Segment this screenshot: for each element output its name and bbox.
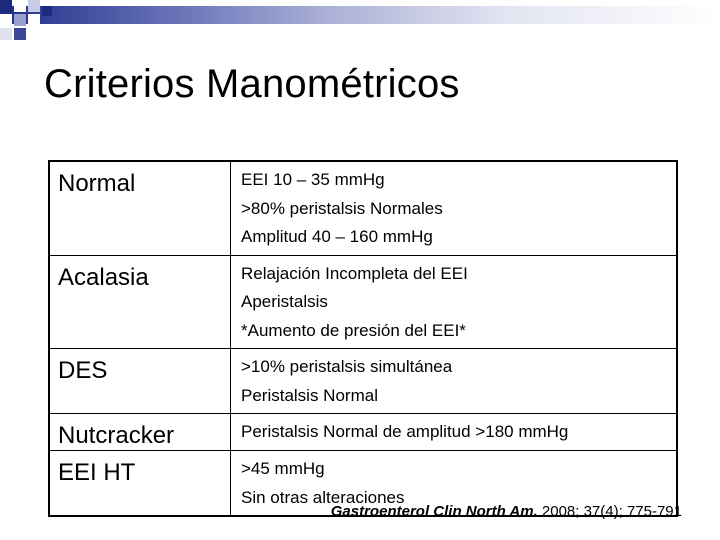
- detail-line: >10% peristalsis simultánea: [241, 357, 453, 376]
- header-gradient-bar: [0, 6, 720, 24]
- citation-journal: Gastroenterol Clin North Am.: [330, 503, 538, 520]
- criteria-table: [48, 160, 678, 517]
- decor-square: [0, 0, 12, 12]
- decor-square: [28, 0, 40, 12]
- decor-square: [28, 14, 40, 26]
- category-cell: DES: [49, 349, 231, 414]
- detail-line: Sin otras alteraciones: [241, 487, 405, 507]
- detail-line: Peristalsis Normal de amplitud >180 mmHg: [241, 422, 569, 441]
- slide-title: Criterios Manométricos: [44, 62, 460, 106]
- detail-line: Aperistalsis: [241, 292, 328, 311]
- decorative-squares: [0, 0, 60, 40]
- detail-line: Peristalsis Normal: [241, 385, 378, 405]
- category-cell: Normal: [49, 161, 231, 255]
- detail-line: EEI 10 – 35 mmHg: [241, 170, 385, 189]
- detail-cell: [231, 349, 678, 414]
- decor-square: [14, 28, 26, 40]
- detail-cell: [231, 161, 678, 255]
- detail-cell: [231, 414, 678, 451]
- detail-line: Relajación Incompleta del EEI: [241, 263, 468, 283]
- detail-cell: [231, 255, 678, 349]
- table-row: [49, 255, 677, 349]
- decor-square: [0, 28, 12, 40]
- decor-square: [14, 14, 26, 26]
- citation: [331, 503, 682, 520]
- table-row: [49, 349, 677, 414]
- table-row: [49, 161, 677, 255]
- category-cell: Acalasia: [49, 255, 231, 349]
- table-row: [49, 414, 677, 451]
- citation-reference: 2008; 37(4); 775-791: [541, 503, 682, 520]
- detail-line: >45 mmHg: [241, 459, 325, 478]
- category-cell: Nutcracker: [49, 414, 231, 451]
- decor-square: [42, 6, 52, 16]
- detail-line: Amplitud 40 – 160 mmHg: [241, 227, 433, 246]
- detail-line: >80% peristalsis Normales: [241, 198, 443, 218]
- decor-square: [14, 0, 26, 12]
- detail-line: *Aumento de presión del EEI*: [241, 320, 466, 340]
- category-cell: EEI HT: [49, 451, 231, 517]
- decor-square: [0, 14, 12, 26]
